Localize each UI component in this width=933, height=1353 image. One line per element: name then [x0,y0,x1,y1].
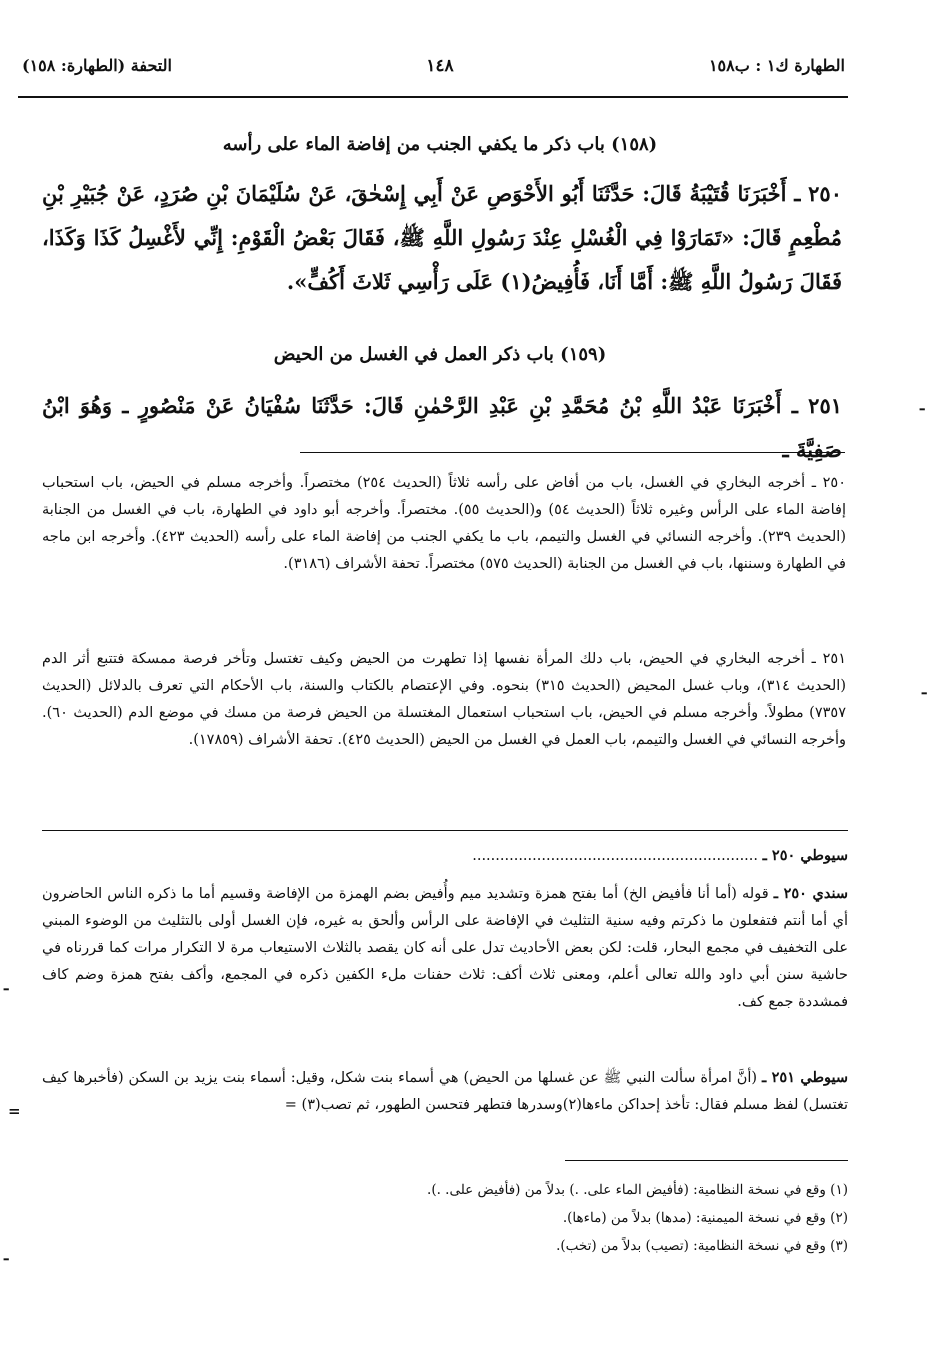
commentary-sindi-250 [42,880,848,1016]
commentary-label: سيوطي ٢٥٠ ـ [762,847,848,864]
commentary-label: سيوطي ٢٥١ ـ [762,1069,848,1086]
section-heading-158: (١٥٨) باب ذكر ما يكفي الجنب من إفاضة الماء على رأسه [222,134,658,155]
commentary-dots: .............................................................. [472,848,759,864]
footnote-1: (١) وقع في نسخة النظامية: (فأفيض الماء على. .) بدلاً من (فأفيض على. .). [427,1182,848,1198]
commentary-suyuti-250 [42,842,848,870]
hadith-250 [42,172,842,304]
hadith-number: ٢٥١ [808,393,843,418]
takhrij-250: ٢٥٠ ـ أخرجه البخاري في الغسل، باب من أفاض على رأسه ثلاثاً (الحديث ٢٥٤) مختصراً. وأخرجه مسلم في الحيض، باب استحباب إفاضة الماء على الرأس وغيره ثلاثاً (الحديث ٥٤) و(الحديث ٥٥). مختصراً. وأخرجه أبو داود في الطهارة، باب في الغسل من الجنابة (الحديث ٢٣٩). وأخرجه النسائي في الغسل والتيمم، باب ما يكفي الجنب من إفاضة الماء على رأسه (الحديث ٤٢٣). وأخرجه ابن ماجه في الطهارة وسننها، باب في الغسل من الجنابة (الحديث ٥٧٥) مختصراً. تحفة الأشراف (٣١٨٦). [42,475,847,572]
header-rule [18,96,848,98]
footnotes [300,1176,848,1260]
commentary-text: (أنَّ امرأة سألت النبي ﷺ عن غسلها من الحيض) هي أسماء بنت شكل، وقيل: أسماء بنت يزيد بن السكن (فأخبرها كيف تغتسل) لفظ مسلم فقال: تأخذ إحداكن ماءها(٢)وسدرها فتطهر فتحسن الطهور، ثم تصب(٣) = [42,1070,848,1113]
footnote-3: (٣) وقع في نسخة النظامية: (تصيب) بدلاً من (تخب). [556,1238,848,1254]
footnote-2: (٢) وقع في نسخة الميمنية: (مدها) بدلاً من (ماءها). [562,1210,848,1226]
commentary-label: سندي ٢٥٠ ـ [773,885,848,902]
margin-mark: ـ [922,680,927,698]
header-chapter-ref: الطهارة ك١ : ب١٥٨ [708,56,845,75]
margin-mark: ـ [920,396,925,414]
section-heading-159: (١٥٩) باب ذكر العمل في الغسل من الحيض [273,344,607,365]
hadith-text: أَخْبَرَنَا عَبْدُ اللَّهِ بْنُ مُحَمَّدِ بْنِ عَبْدِ الرَّحْمٰنِ قَالَ: حَدَّثَنَا سُفْيَانُ عَنْ مَنْصُورٍ ـ وَهُوَ ابْنُ صَفِيَّةَ ـ [42,393,842,462]
commentary-suyuti-251 [42,1064,848,1119]
hadith-251 [42,384,842,472]
commentary-text: قوله (أما أنا فأفيض الخ) أما بفتح همزة وتشديد ميم وأُفيض بضم الهمزة من الإفاضة وقسيم أما ما ذكره الناس الحاضرون أي أما أنتم فتفعلون ما ذكرتم وفيه سنية التثليث في الإفاضة على الرأس وألحق به غيره، فإن الغسل أولى بالتثليث من الوضوء المبني على التخفيف في مجمع البحار، قلت: لكن بعض الأحاديث تدل على أنه كان يقصد بالثلاث الاستيعاب مرة لا التكرار مرات كما قررناه في حاشية سنن أبي داود والله تعالى أعلم، ومعنى ثلاث أكف: ثلاث حفنات ملء الكفين ذكره في المجمع، وأكف بفتح همزة وضم كاف فمشددة جمع كف. [42,886,848,1010]
continuation-mark: = [8,1102,21,1120]
hadith-number: ٢٥٠ [808,181,842,206]
takhrij-251: ٢٥١ ـ أخرجه البخاري في الحيض، باب دلك المرأة نفسها إذا تطهرت من الحيض وكيف تغتسل وتأخر فرصة ممسكة فتتبع أثر الدم (الحديث ٣١٤)، وباب غسل المحيض (الحديث ٣١٥) بنحوه. وفي الإعتصام بالكتاب والسنة، باب الأحكام التي تعرف بالدلائل (الحديث ٧٣٥٧) مطولاً. وأخرجه مسلم في الحيض، باب استحباب استعمال المغتسلة من الحيض فرصة من مسك في موضع الدم (الحديث ٦٠). وأخرجه النسائي في الغسل والتيمم، باب العمل في الغسل من الحيض (الحديث ٤٢٥). تحفة الأشراف (١٧٨٥٩). [42,651,846,748]
margin-mark: ـ [4,976,9,994]
hadith-text: أَخْبَرَنَا قُتَيْبَةُ قَالَ: حَدَّثَنَا أَبُو الأَحْوَصِ عَنْ أَبِي إِسْحٰقَ، عَنْ سُلَيْمَانَ بْنِ صُرَدٍ، عَنْ جُبَيْرِ بْنِ مُطْعِمٍ قَالَ: «تَمَارَوْا فِي الْغُسْلِ عِنْدَ رَسُولِ اللَّهِ ﷺ، فَقَالَ بَعْضُ الْقَوْمِ: إِنِّي لأَغْسِلُ كَذَا وَكَذَا، فَقَالَ رَسُولُ اللَّهِ ﷺ: أَمَّا أَنَا، فَأُفِيضُ(١) عَلَى رَأْسِي ثَلاثَ أَكُفٍّ». [42,181,842,294]
commentary-rule [42,830,848,831]
footnote-rule [565,1160,848,1161]
takhrij-rule [300,452,845,453]
page-number: ١٤٨ [426,56,454,76]
hadith-dash: ـ [781,393,798,418]
hadith-dash: ـ [786,181,801,206]
margin-mark: ـ [4,1246,9,1264]
header-tuhfa-ref: التحفة (الطهارة: ١٥٨) [22,56,172,75]
